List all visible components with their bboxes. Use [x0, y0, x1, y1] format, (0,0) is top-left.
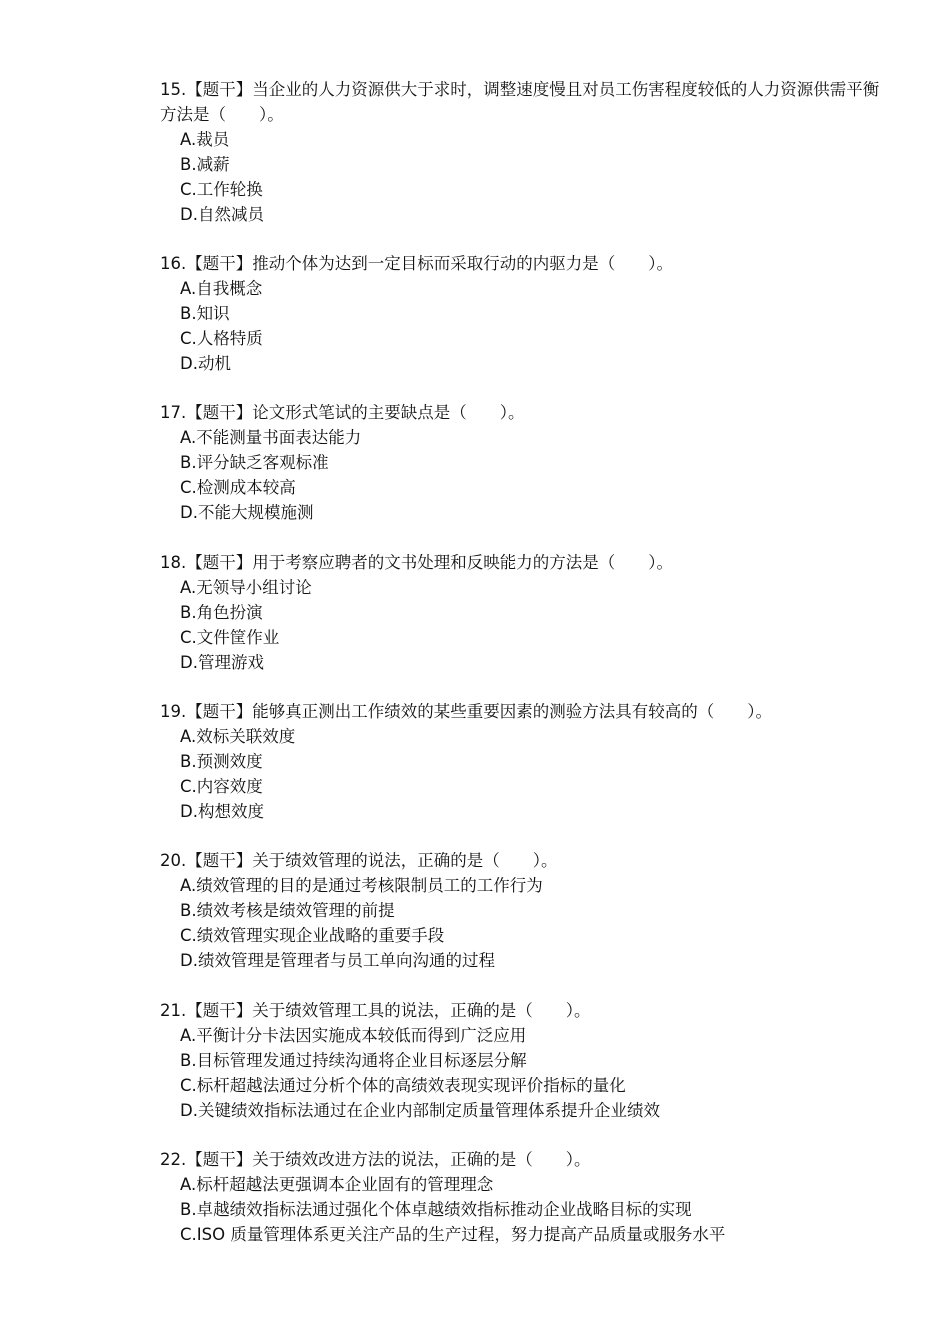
question-stem: 20.【题干】关于绩效管理的说法，正确的是（ ）。: [160, 851, 558, 870]
question-stem: 16.【题干】推动个体为达到一定目标而采取行动的内驱力是（ ）。: [160, 254, 673, 273]
option-list: [160, 1023, 890, 1123]
question-21: [160, 998, 890, 1123]
option-a: A.效标关联效度: [180, 727, 296, 746]
option-d: D.自然减员: [180, 205, 264, 224]
option-b: B.卓越绩效指标法通过强化个体卓越绩效指标推动企业战略目标的实现: [180, 1200, 692, 1219]
question-19: [160, 699, 890, 824]
option-a: A.裁员: [180, 130, 230, 149]
option-c: C.检测成本较高: [180, 478, 296, 497]
question-16: [160, 251, 890, 376]
question-22: [160, 1147, 890, 1247]
option-c: C.人格特质: [180, 329, 263, 348]
option-b: B.绩效考核是绩效管理的前提: [180, 901, 395, 920]
question-stem: 22.【题干】关于绩效改进方法的说法，正确的是（ ）。: [160, 1150, 591, 1169]
option-d: D.动机: [180, 354, 231, 373]
option-c: C.内容效度: [180, 777, 263, 796]
option-a: A.自我概念: [180, 279, 263, 298]
question-stem: 15.【题干】当企业的人力资源供大于求时，调整速度慢且对员工伤害程度较低的人力资源供需平衡方法是（ ）。: [160, 80, 880, 124]
option-list: [160, 425, 890, 525]
option-d: D.构想效度: [180, 802, 264, 821]
option-c: C.文件筐作业: [180, 628, 280, 647]
option-b: B.评分缺乏客观标准: [180, 453, 329, 472]
option-d: D.不能大规模施测: [180, 503, 314, 522]
option-list: [160, 127, 890, 227]
option-list: [160, 575, 890, 675]
question-stem: 18.【题干】用于考察应聘者的文书处理和反映能力的方法是（ ）。: [160, 553, 673, 572]
option-b: B.目标管理发通过持续沟通将企业目标逐层分解: [180, 1051, 527, 1070]
option-list: [160, 873, 890, 973]
question-20: [160, 848, 890, 973]
question-17: [160, 400, 890, 525]
option-b: B.知识: [180, 304, 230, 323]
question-18: [160, 550, 890, 675]
option-d: D.管理游戏: [180, 653, 264, 672]
option-list: [160, 276, 890, 376]
option-c: C.ISO 质量管理体系更关注产品的生产过程，努力提高产品质量或服务水平: [180, 1225, 726, 1244]
question-stem: 17.【题干】论文形式笔试的主要缺点是（ ）。: [160, 403, 525, 422]
option-a: A.绩效管理的目的是通过考核限制员工的工作行为: [180, 876, 543, 895]
question-stem: 19.【题干】能够真正测出工作绩效的某些重要因素的测验方法具有较高的（ ）。: [160, 702, 772, 721]
option-a: A.无领导小组讨论: [180, 578, 312, 597]
option-a: A.不能测量书面表达能力: [180, 428, 362, 447]
option-d: D.绩效管理是管理者与员工单向沟通的过程: [180, 951, 495, 970]
option-list: [160, 724, 890, 824]
option-a: A.标杆超越法更强调本企业固有的管理理念: [180, 1175, 494, 1194]
option-c: C.绩效管理实现企业战略的重要手段: [180, 926, 445, 945]
option-b: B.角色扮演: [180, 603, 263, 622]
option-c: C.标杆超越法通过分析个体的高绩效表现实现评价指标的量化: [180, 1076, 626, 1095]
option-a: A.平衡计分卡法因实施成本较低而得到广泛应用: [180, 1026, 527, 1045]
option-b: B.减薪: [180, 155, 230, 174]
option-b: B.预测效度: [180, 752, 263, 771]
option-c: C.工作轮换: [180, 180, 263, 199]
option-list: [160, 1172, 890, 1247]
question-15: [160, 77, 890, 227]
option-d: D.关键绩效指标法通过在企业内部制定质量管理体系提升企业绩效: [180, 1101, 660, 1120]
question-stem: 21.【题干】关于绩效管理工具的说法，正确的是（ ）。: [160, 1001, 591, 1020]
